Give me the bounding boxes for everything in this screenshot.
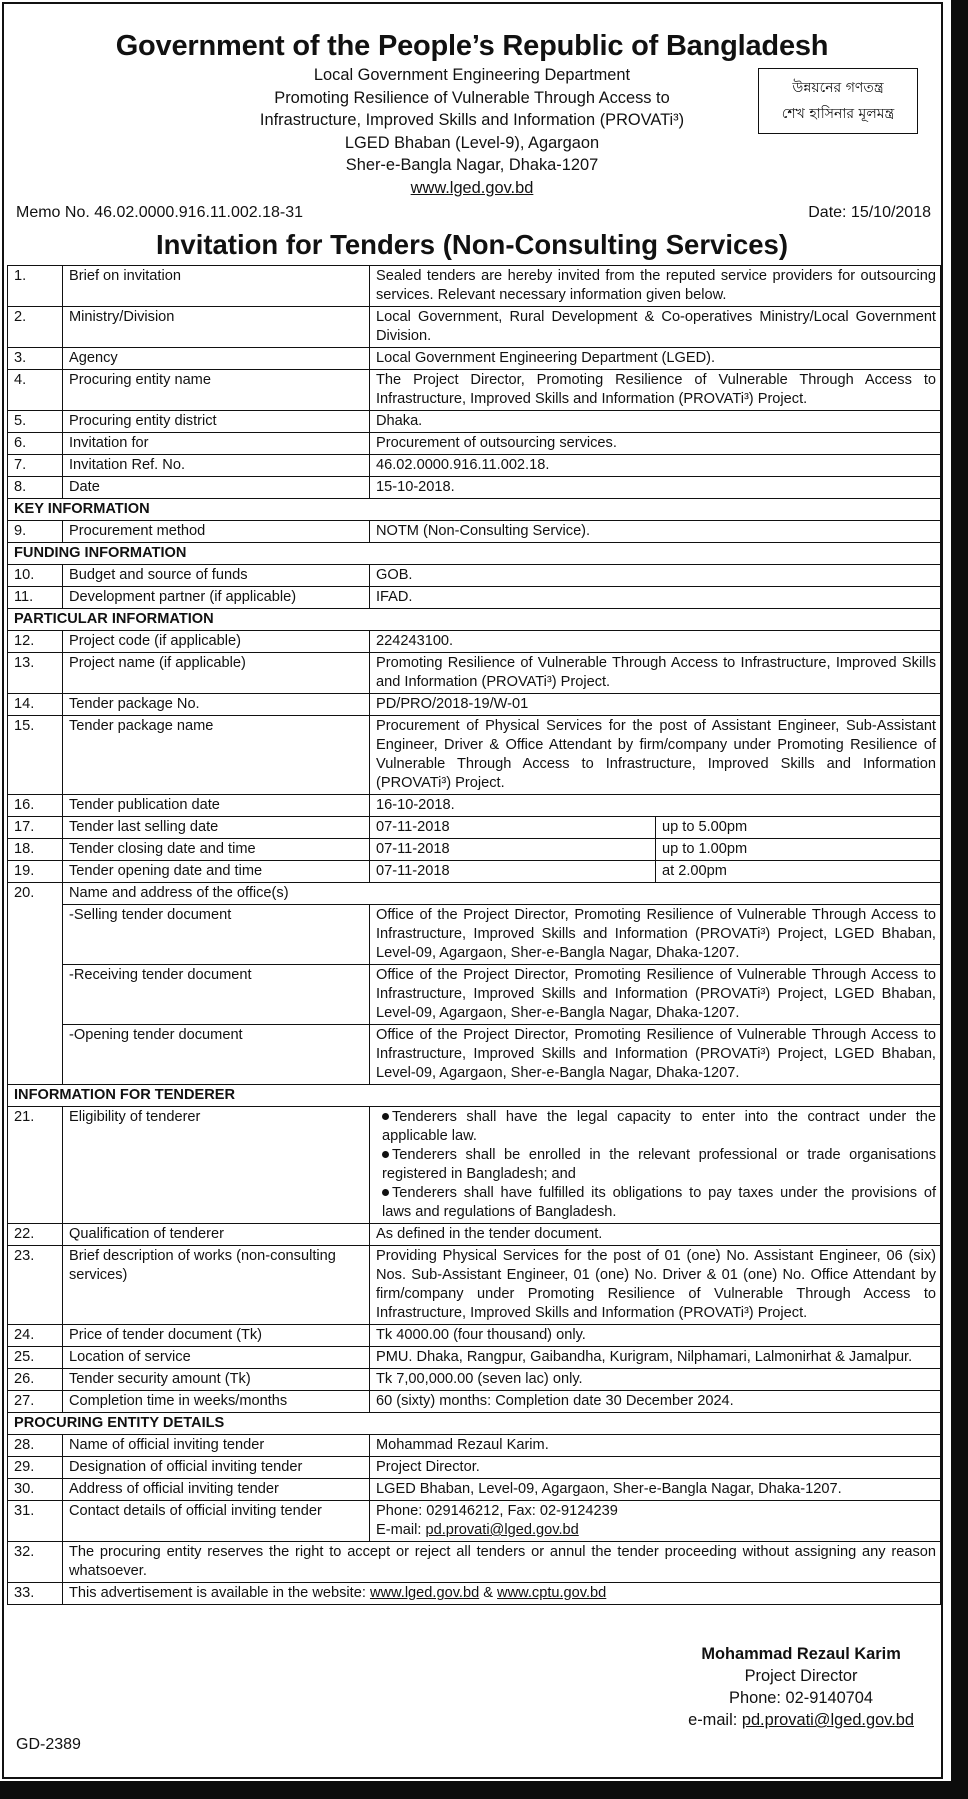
- row-number: 21.: [8, 1107, 63, 1224]
- row-label: Contact details of official inviting tender: [63, 1501, 370, 1542]
- table-row: [8, 1501, 941, 1542]
- row-value: [370, 1501, 941, 1542]
- row-number: 6.: [8, 433, 63, 455]
- row-value: Providing Physical Services for the post of 01 (one) No. Assistant Engineer, 06 (six) Nos. Sub-Assistant Engineer, 01 (one) No. Driver & 01 (one) No. Office Attendant by firm/company under Promoting Resilience of Vulnerable Through Access to Infrastructure, Improved Skills and Information (PROVATi³) Project.: [370, 1246, 941, 1325]
- government-title: Government of the People’s Republic of Bangladesh: [115, 30, 829, 62]
- bullet-text: Tenderers shall have fulfilled its obligations to pay taxes under the provisions of laws and regulations of Bangladesh.: [382, 1185, 936, 1220]
- table-row: [8, 1325, 941, 1347]
- row-number: 9.: [8, 521, 63, 543]
- table-row: [8, 1347, 941, 1369]
- row-value: The Project Director, Promoting Resilience of Vulnerable Through Access to Infrastructure, Improved Skills and Information (PROVATi³) Project.: [370, 370, 941, 411]
- row-value: NOTM (Non-Consulting Service).: [370, 521, 941, 543]
- section-information-for-tenderer: INFORMATION FOR TENDERER: [8, 1085, 941, 1107]
- row-label: Project code (if applicable): [63, 631, 370, 653]
- row-value: 15-10-2018.: [370, 477, 941, 499]
- gd-code: GD-2389: [16, 1736, 81, 1753]
- row-value: Tk 7,00,000.00 (seven lac) only.: [370, 1369, 941, 1391]
- row-number: 32.: [8, 1542, 63, 1583]
- row-value: Procurement of Physical Services for the post of Assistant Engineer, Sub-Assistant Engineer, Driver & Office Attendant by firm/company under Promoting Resilience of Vulnerable Through Access to Infrastructure, Improved Skills and Information (PROVATi³) Project.: [370, 716, 941, 795]
- row-label: Tender closing date and time: [63, 839, 370, 861]
- row-number: 24.: [8, 1325, 63, 1347]
- bullet-icon: [382, 1113, 389, 1120]
- row-label: Price of tender document (Tk): [63, 1325, 370, 1347]
- row-label: Tender package name: [63, 716, 370, 795]
- row-value: 46.02.0000.916.11.002.18.: [370, 455, 941, 477]
- table-row: [8, 795, 941, 817]
- row-number: 5.: [8, 411, 63, 433]
- row-value: PMU. Dhaka, Rangpur, Gaibandha, Kurigram, Nilphamari, Lalmonirhat & Jamalpur.: [370, 1347, 941, 1369]
- row-number: 27.: [8, 1391, 63, 1413]
- section-funding-information: FUNDING INFORMATION: [8, 543, 941, 565]
- slogan-stamp: [758, 68, 918, 134]
- contact-email: [376, 1521, 936, 1540]
- email-prefix: e-mail:: [688, 1711, 742, 1729]
- table-row: [8, 1107, 941, 1224]
- row-label: Name and address of the office(s): [63, 883, 941, 905]
- row-label: Tender package No.: [63, 694, 370, 716]
- row-value: Local Government, Rural Development & Co-operatives Ministry/Local Government Division.: [370, 307, 941, 348]
- row-value: LGED Bhaban, Level-09, Agargaon, Sher-e-Bangla Nagar, Dhaka-1207.: [370, 1479, 941, 1501]
- row-label: -Receiving tender document: [63, 965, 370, 1025]
- signatory-designation: Project Director: [744, 1667, 858, 1685]
- email-prefix: E-mail:: [376, 1522, 426, 1538]
- eligibility-bullet: [376, 1146, 936, 1184]
- row-date: 07-11-2018: [370, 861, 656, 883]
- stamp-line-1: উন্নয়নের গণতন্ত্র: [792, 80, 884, 96]
- row-number: 26.: [8, 1369, 63, 1391]
- table-row: [8, 1435, 941, 1457]
- section-header-row: [8, 609, 941, 631]
- row-label: Address of official inviting tender: [63, 1479, 370, 1501]
- header-line-department: Local Government Engineering Department: [313, 66, 631, 84]
- row-number: 14.: [8, 694, 63, 716]
- row-value: [370, 1107, 941, 1224]
- website-prefix: This advertisement is available in the website:: [69, 1585, 370, 1601]
- row-number: 11.: [8, 587, 63, 609]
- signatory-email-link[interactable]: pd.provati@lged.gov.bd: [741, 1711, 914, 1729]
- table-row: [8, 694, 941, 716]
- row-label: Name of official inviting tender: [63, 1435, 370, 1457]
- signature-block: [688, 1643, 914, 1731]
- memo-date: Date: 15/10/2018: [808, 204, 931, 221]
- email-link[interactable]: pd.provati@lged.gov.bd: [425, 1522, 579, 1538]
- table-row: [8, 1391, 941, 1413]
- table-row: [8, 411, 941, 433]
- row-value: Tk 4000.00 (four thousand) only.: [370, 1325, 941, 1347]
- table-row: [8, 1583, 941, 1605]
- row-label: Eligibility of tenderer: [63, 1107, 370, 1224]
- table-row: [8, 370, 941, 411]
- table-row: [8, 631, 941, 653]
- scan-edge-bottom: [0, 1781, 968, 1799]
- table-row: [8, 905, 941, 965]
- table-row: [8, 965, 941, 1025]
- row-number: 18.: [8, 839, 63, 861]
- row-label: Budget and source of funds: [63, 565, 370, 587]
- row-number: 33.: [8, 1583, 63, 1605]
- table-row: [8, 653, 941, 694]
- row-label: Invitation Ref. No.: [63, 455, 370, 477]
- contact-phone: Phone: 029146212, Fax: 02-9124239: [376, 1503, 618, 1519]
- table-row: [8, 1246, 941, 1325]
- table-row: [8, 1457, 941, 1479]
- row-label: -Opening tender document: [63, 1025, 370, 1085]
- section-header-row: [8, 499, 941, 521]
- row-label: Completion time in weeks/months: [63, 1391, 370, 1413]
- row-value: The procuring entity reserves the right to accept or reject all tenders or annul the tender proceeding without assigning any reason whatsoever.: [63, 1542, 941, 1583]
- row-number: 2.: [8, 307, 63, 348]
- row-label: -Selling tender document: [63, 905, 370, 965]
- table-row: [8, 477, 941, 499]
- memo-number: Memo No. 46.02.0000.916.11.002.18-31: [16, 204, 304, 221]
- header-line-address-2: Sher-e-Bangla Nagar, Dhaka-1207: [345, 156, 599, 174]
- row-label: Development partner (if applicable): [63, 587, 370, 609]
- memo-row: [16, 204, 931, 222]
- table-row: [8, 1479, 941, 1501]
- cptu-website-link[interactable]: www.cptu.gov.bd: [497, 1585, 607, 1601]
- page-title: Invitation for Tenders (Non-Consulting Services): [155, 229, 789, 260]
- row-value: Sealed tenders are hereby invited from the reputed service providers for outsourcing services. Relevant necessary information given below.: [370, 266, 941, 307]
- row-number: 10.: [8, 565, 63, 587]
- row-time: at 2.00pm: [656, 861, 941, 883]
- table-row: [8, 1369, 941, 1391]
- bullet-text: Tenderers shall have the legal capacity to enter into the contract under the applicable law.: [382, 1109, 936, 1144]
- row-label: Tender publication date: [63, 795, 370, 817]
- table-row: [8, 433, 941, 455]
- row-number: 30.: [8, 1479, 63, 1501]
- header-line-project-1: Promoting Resilience of Vulnerable Through Access to: [274, 88, 670, 107]
- section-header-row: [8, 543, 941, 565]
- table-row: [8, 307, 941, 348]
- row-value: 224243100.: [370, 631, 941, 653]
- row-label: Tender last selling date: [63, 817, 370, 839]
- row-time: up to 1.00pm: [656, 839, 941, 861]
- header-website-link[interactable]: www.lged.gov.bd: [410, 178, 534, 197]
- table-row: [8, 565, 941, 587]
- table-row: [8, 716, 941, 795]
- row-label: Location of service: [63, 1347, 370, 1369]
- row-label: Designation of official inviting tender: [63, 1457, 370, 1479]
- row-label: Tender opening date and time: [63, 861, 370, 883]
- table-row: [8, 817, 941, 839]
- row-number: 19.: [8, 861, 63, 883]
- section-header-row: [8, 1085, 941, 1107]
- row-number: 23.: [8, 1246, 63, 1325]
- row-label: Date: [63, 477, 370, 499]
- row-value: Office of the Project Director, Promoting Resilience of Vulnerable Through Access to Infrastructure, Improved Skills and Information (PROVATi³) Project, LGED Bhaban, Level-09, Agargaon, Sher-e-Bangla Nagar, Dhaka-1207.: [370, 905, 941, 965]
- signatory-phone: Phone: 02-9140704: [729, 1689, 874, 1707]
- table-row: [8, 1025, 941, 1085]
- row-value: Dhaka.: [370, 411, 941, 433]
- row-label: Project name (if applicable): [63, 653, 370, 694]
- signatory-name: Mohammad Rezaul Karim: [701, 1645, 901, 1663]
- row-number: 16.: [8, 795, 63, 817]
- eligibility-bullet: [376, 1184, 936, 1222]
- table-row: [8, 883, 941, 905]
- row-number: 1.: [8, 266, 63, 307]
- row-value: IFAD.: [370, 587, 941, 609]
- row-value: 60 (sixty) months: Completion date 30 December 2024.: [370, 1391, 941, 1413]
- section-key-information: KEY INFORMATION: [8, 499, 941, 521]
- table-row: [8, 266, 941, 307]
- bullet-icon: [382, 1151, 389, 1158]
- table-row: [8, 1224, 941, 1246]
- tender-table: [7, 265, 941, 1605]
- row-number: 13.: [8, 653, 63, 694]
- row-number: 4.: [8, 370, 63, 411]
- row-number: 28.: [8, 1435, 63, 1457]
- header-line-project-2: Infrastructure, Improved Skills and Information (PROVATi³): [259, 111, 685, 129]
- row-number: 7.: [8, 455, 63, 477]
- row-value: PD/PRO/2018-19/W-01: [370, 694, 941, 716]
- row-number: 15.: [8, 716, 63, 795]
- row-value: Project Director.: [370, 1457, 941, 1479]
- eligibility-bullet: [376, 1108, 936, 1146]
- row-number: 8.: [8, 477, 63, 499]
- row-number: 3.: [8, 348, 63, 370]
- row-label: Tender security amount (Tk): [63, 1369, 370, 1391]
- row-value: Procurement of outsourcing services.: [370, 433, 941, 455]
- section-header-row: [8, 1413, 941, 1435]
- row-date: 07-11-2018: [370, 817, 656, 839]
- row-number: 22.: [8, 1224, 63, 1246]
- stamp-line-2: শেখ হাসিনার মূলমন্ত্র: [781, 106, 895, 122]
- lged-website-link[interactable]: www.lged.gov.bd: [369, 1585, 480, 1601]
- table-row: [8, 455, 941, 477]
- scan-edge-right: [951, 0, 968, 1799]
- row-number: 31.: [8, 1501, 63, 1542]
- signatory-email: [688, 1709, 914, 1731]
- table-row: [8, 1542, 941, 1583]
- row-number: 29.: [8, 1457, 63, 1479]
- row-value: Office of the Project Director, Promoting Resilience of Vulnerable Through Access to Infrastructure, Improved Skills and Information (PROVATi³) Project, LGED Bhaban, Level-09, Agargaon, Sher-e-Bangla Nagar, Dhaka-1207.: [370, 1025, 941, 1085]
- row-number: 25.: [8, 1347, 63, 1369]
- row-label: Ministry/Division: [63, 307, 370, 348]
- row-date: 07-11-2018: [370, 839, 656, 861]
- row-label: Invitation for: [63, 433, 370, 455]
- header-line-address-1: LGED Bhaban (Level-9), Agargaon: [344, 133, 600, 152]
- row-number: 20.: [8, 883, 63, 1085]
- section-particular-information: PARTICULAR INFORMATION: [8, 609, 941, 631]
- row-label: Procurement method: [63, 521, 370, 543]
- row-label: Qualification of tenderer: [63, 1224, 370, 1246]
- table-row: [8, 861, 941, 883]
- table-row: [8, 348, 941, 370]
- table-row: [8, 521, 941, 543]
- section-procuring-entity-details: PROCURING ENTITY DETAILS: [8, 1413, 941, 1435]
- row-value: GOB.: [370, 565, 941, 587]
- row-label: Agency: [63, 348, 370, 370]
- row-label: Procuring entity name: [63, 370, 370, 411]
- row-label: Brief on invitation: [63, 266, 370, 307]
- row-time: up to 5.00pm: [656, 817, 941, 839]
- row-value: 16-10-2018.: [370, 795, 941, 817]
- row-value: Mohammad Rezaul Karim.: [370, 1435, 941, 1457]
- row-number: 12.: [8, 631, 63, 653]
- row-number: 17.: [8, 817, 63, 839]
- ampersand: &: [479, 1585, 498, 1601]
- table-row: [8, 839, 941, 861]
- bullet-text: Tenderers shall be enrolled in the relevant professional or trade organisations registered in Bangladesh; and: [382, 1147, 936, 1182]
- row-value: [63, 1583, 941, 1605]
- row-label: Procuring entity district: [63, 411, 370, 433]
- row-value: Promoting Resilience of Vulnerable Through Access to Infrastructure, Improved Skills and Information (PROVATi³) Project.: [370, 653, 941, 694]
- row-value: Office of the Project Director, Promoting Resilience of Vulnerable Through Access to Infrastructure, Improved Skills and Information (PROVATi³) Project, LGED Bhaban, Level-09, Agargaon, Sher-e-Bangla Nagar, Dhaka-1207.: [370, 965, 941, 1025]
- row-value: As defined in the tender document.: [370, 1224, 941, 1246]
- bullet-icon: [382, 1189, 389, 1196]
- table-row: [8, 587, 941, 609]
- row-label: Brief description of works (non-consulting services): [63, 1246, 370, 1325]
- row-value: Local Government Engineering Department (LGED).: [370, 348, 941, 370]
